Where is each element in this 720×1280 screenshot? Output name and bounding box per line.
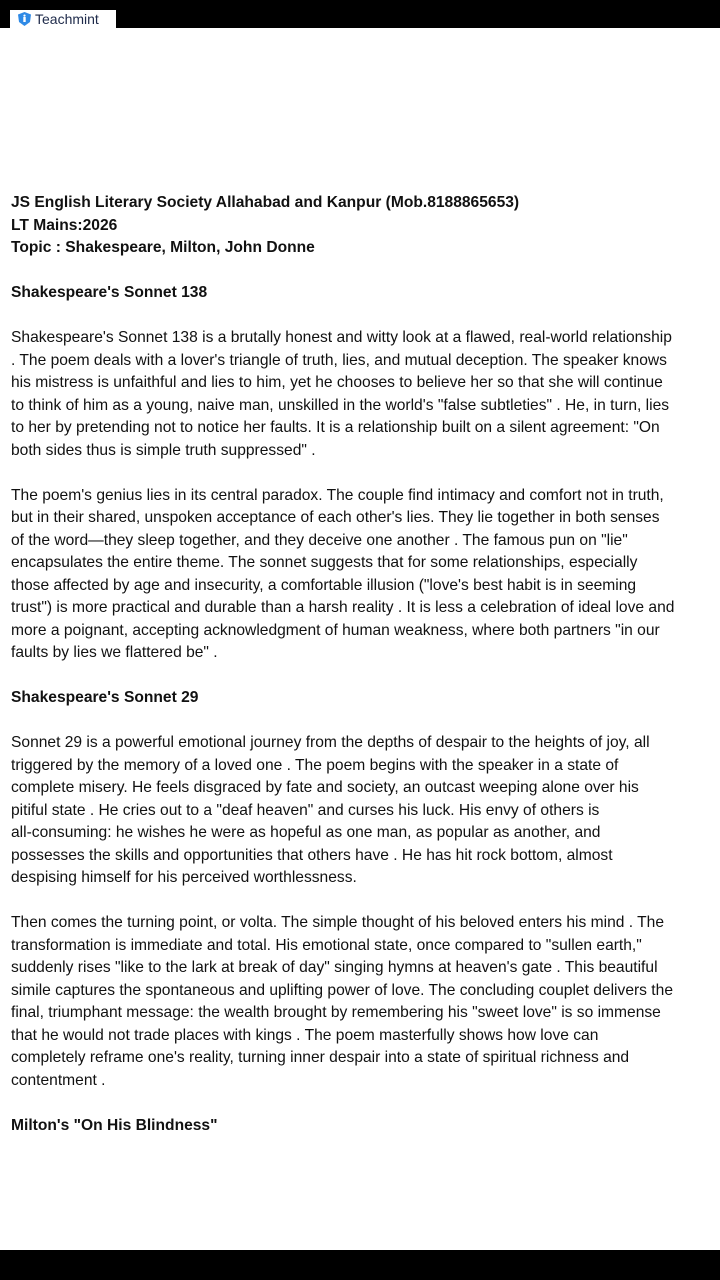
paragraph-line: his mistress is unfaithful and lies to him, yet he chooses to believe her so that she will continue bbox=[11, 374, 663, 391]
paragraph-line: completely reframe one's reality, turning inner despair into a state of spiritual richness and bbox=[11, 1049, 630, 1066]
spacer bbox=[11, 1092, 716, 1115]
paragraph-line: Then comes the turning point, or volta. The simple thought of his beloved enters his mind . The bbox=[11, 914, 664, 931]
section-heading: Shakespeare's Sonnet 138 bbox=[11, 284, 208, 301]
paragraph-line: faults by lies we flattered be" . bbox=[11, 644, 218, 661]
paragraph-line: of the word—they sleep together, and they deceive one another . The famous pun on "lie" bbox=[11, 531, 628, 549]
teachmint-tab[interactable] bbox=[10, 10, 116, 28]
document-header-line: LT Mains:2026 bbox=[11, 216, 118, 234]
bottom-bar bbox=[0, 1250, 720, 1280]
document-header-line: Topic : Shakespeare, Milton, John Donne bbox=[11, 239, 315, 256]
section-heading: Milton's "On His Blindness" bbox=[11, 1116, 218, 1134]
top-bar bbox=[0, 0, 720, 28]
section-heading: Shakespeare's Sonnet 29 bbox=[11, 689, 199, 706]
paragraph-line: pitiful state . He cries out to a "deaf heaven" and curses his luck. His envy of others is bbox=[11, 801, 600, 819]
paragraph-line: Sonnet 29 is a powerful emotional journey from the depths of despair to the heights of joy, all bbox=[11, 734, 650, 751]
paragraph-line: transformation is immediate and total. His emotional state, once compared to "sullen earth," bbox=[11, 936, 642, 954]
paragraph-line: trust") is more practical and durable than a harsh reality . It is less a celebration of ideal love and bbox=[11, 599, 675, 616]
spacer bbox=[11, 710, 716, 733]
teachmint-shield-icon bbox=[18, 12, 31, 26]
paragraph-line: triggered by the memory of a loved one . The poem begins with the speaker in a state of bbox=[11, 756, 619, 774]
document-body bbox=[11, 192, 716, 1137]
paragraph-line: . The poem deals with a lover's triangle of truth, lies, and mutual deception. The speaker knows bbox=[11, 351, 667, 369]
spacer bbox=[11, 665, 716, 688]
paragraph-line: more a poignant, accepting acknowledgment of human weakness, where both partners "in our bbox=[11, 621, 660, 639]
spacer bbox=[11, 305, 716, 328]
spacer bbox=[11, 260, 716, 283]
spacer bbox=[11, 890, 716, 913]
paragraph-line: that he would not trade places with kings . The poem masterfully shows how love can bbox=[11, 1026, 599, 1044]
paragraph-line: Shakespeare's Sonnet 138 is a brutally honest and witty look at a flawed, real-world relationship bbox=[11, 329, 672, 346]
paragraph-line: to her by pretending not to notice her faults. It is a relationship built on a silent agreement: "On bbox=[11, 419, 660, 436]
paragraph-line: complete misery. He feels disgraced by fate and society, an outcast weeping alone over his bbox=[11, 779, 639, 796]
paragraph-line: all-consuming: he wishes he were as hopeful as one man, as popular as another, and bbox=[11, 824, 601, 841]
paragraph-line: simile captures the spontaneous and uplifting power of love. The concluding couplet delivers the bbox=[11, 981, 673, 999]
paragraph-line: possesses the skills and opportunities that others have . He has hit rock bottom, almost bbox=[11, 846, 613, 864]
paragraph-line: both sides thus is simple truth suppressed" . bbox=[11, 441, 316, 459]
paragraph-line: those affected by age and insecurity, a comfortable illusion ("love's best habit is in seeming bbox=[11, 576, 637, 594]
spacer bbox=[11, 462, 716, 485]
paragraph-line: contentment . bbox=[11, 1071, 106, 1089]
paragraph-line: encapsulates the entire theme. The sonnet suggests that for some relationships, especially bbox=[11, 554, 638, 571]
paragraph-line: final, triumphant message: the wealth brought by remembering his "sweet love" is so immense bbox=[11, 1004, 661, 1021]
paragraph-line: but in their shared, unspoken acceptance of each other's lies. They lie together in both senses bbox=[11, 509, 660, 526]
tab-label: Teachmint bbox=[35, 11, 99, 27]
paragraph-line: to think of him as a young, naive man, unskilled in the world's "false subtleties" . He, in turn, lies bbox=[11, 396, 670, 414]
paragraph-line: despising himself for his perceived worthlessness. bbox=[11, 869, 357, 886]
document-header-line: JS English Literary Society Allahabad and Kanpur (Mob.8188865653) bbox=[11, 194, 520, 211]
paragraph-line: suddenly rises "like to the lark at break of day" singing hymns at heaven's gate . This beautiful bbox=[11, 959, 658, 976]
paragraph-line: The poem's genius lies in its central paradox. The couple find intimacy and comfort not in truth, bbox=[11, 486, 664, 504]
